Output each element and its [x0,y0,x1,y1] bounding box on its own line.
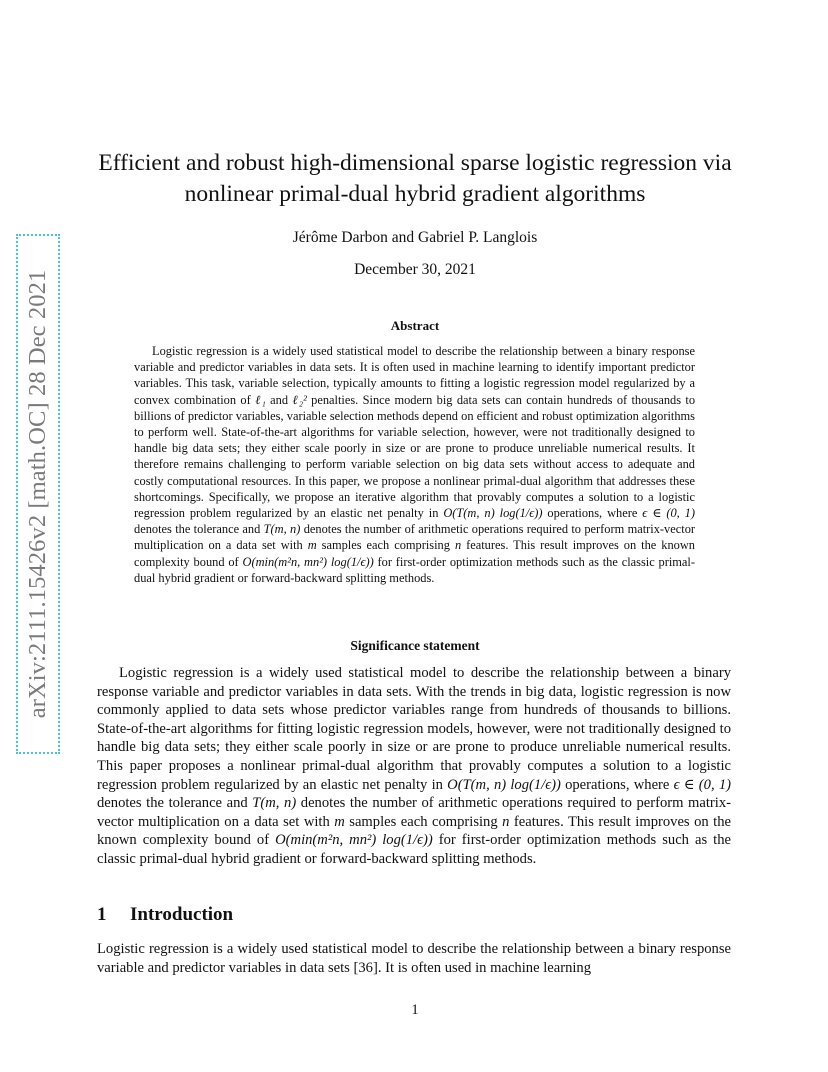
section-title: Introduction [130,904,234,925]
date: December 30, 2021 [354,261,476,278]
significance-heading: Significance statement [350,638,480,653]
page-number: 1 [411,1002,419,1018]
abstract-heading: Abstract [390,318,440,333]
section-heading-introduction [97,904,233,926]
arxiv-identifier: arXiv:2111.15426v2 [math.OC] 28 Dec 2021 [24,269,51,719]
significance-text: Logistic regression is a widely used statistical model to describe the relationship between a binary response variable and predictor variables in data sets. With the trends in big data, logistic regression is now commonly applied to data sets whose predictor variables range from hundreds of thousands to billions. State-of-the-art algorithms for fitting logistic regression models, however, were not traditionally designed to handle big data sets; they either scale poorly in size or are prone to produce unreliable numerical results. This paper proposes a nonlinear primal-dual algorithm that provably computes a solution to a logistic regression problem regularized by an elastic net penalty in O(T(m, n) log(1/ϵ)) operations, where ϵ ∈ (0, 1) denotes the tolerance and T(m, n) denotes the number of arithmetic operations required to perform matrix-vector multiplication on a data set with m samples each comprising n features. This result improves on the known complexity bound of O(min(m²n, mn²) log(1/ϵ)) for first-order optimization methods such as the classic primal-dual hybrid gradient or forward-backward splitting methods. [97,665,732,867]
arxiv-identifier-stamp [16,234,60,754]
title-line-1: Efficient and robust high-dimensional sparse logistic regression via [98,150,732,176]
citation-link[interactable]: [36] [353,959,378,976]
abstract-text: Logistic regression is a widely used statistical model to describe the relationship between a binary response variable and predictor variables in data sets. It is often used in machine learning to identify important predictor variables. This task, variable selection, typically amounts to fitting a logistic regression model regularized by a convex combination of ℓ₁ and ℓ₂² penalties. Since modern big data sets can contain hundreds of thousands to billions of predictor variables, variable selection methods depend on efficient and robust optimization algorithms to perform well. State-of-the-art algorithms for variable selection, however, were not traditionally designed to handle big data sets; they either scale poorly in size or are prone to produce unreliable numerical results. It therefore remains challenging to perform variable selection on big data sets without access to adequate and costly computational resources. In this paper, we propose a nonlinear primal-dual algorithm that addresses these shortcomings. Specifically, we propose an iterative algorithm that provably computes a solution to a logistic regression problem regularized by an elastic net penalty in O(T(m, n) log(1/ϵ)) operations, where ϵ ∈ (0, 1) denotes the tolerance and T(m, n) denotes the number of arithmetic operations required to perform matrix-vector multiplication on a data set with m samples each comprising n features. This result improves on the known complexity bound of O(min(m²n, mn²) log(1/ϵ)) for first-order optimization methods such as the classic primal-dual hybrid gradient or forward-backward splitting methods. [134,344,696,585]
paper-title [90,148,740,210]
title-line-2: nonlinear primal-dual hybrid gradient algorithms [184,181,646,207]
introduction-text: Logistic regression is a widely used statistical model to describe the relationship between a binary response variable and predictor variables in data sets [36]. It is often used in machine learning [97,941,731,976]
section-number: 1 [97,904,107,925]
authors: Jérôme Darbon and Gabriel P. Langlois [292,229,538,246]
